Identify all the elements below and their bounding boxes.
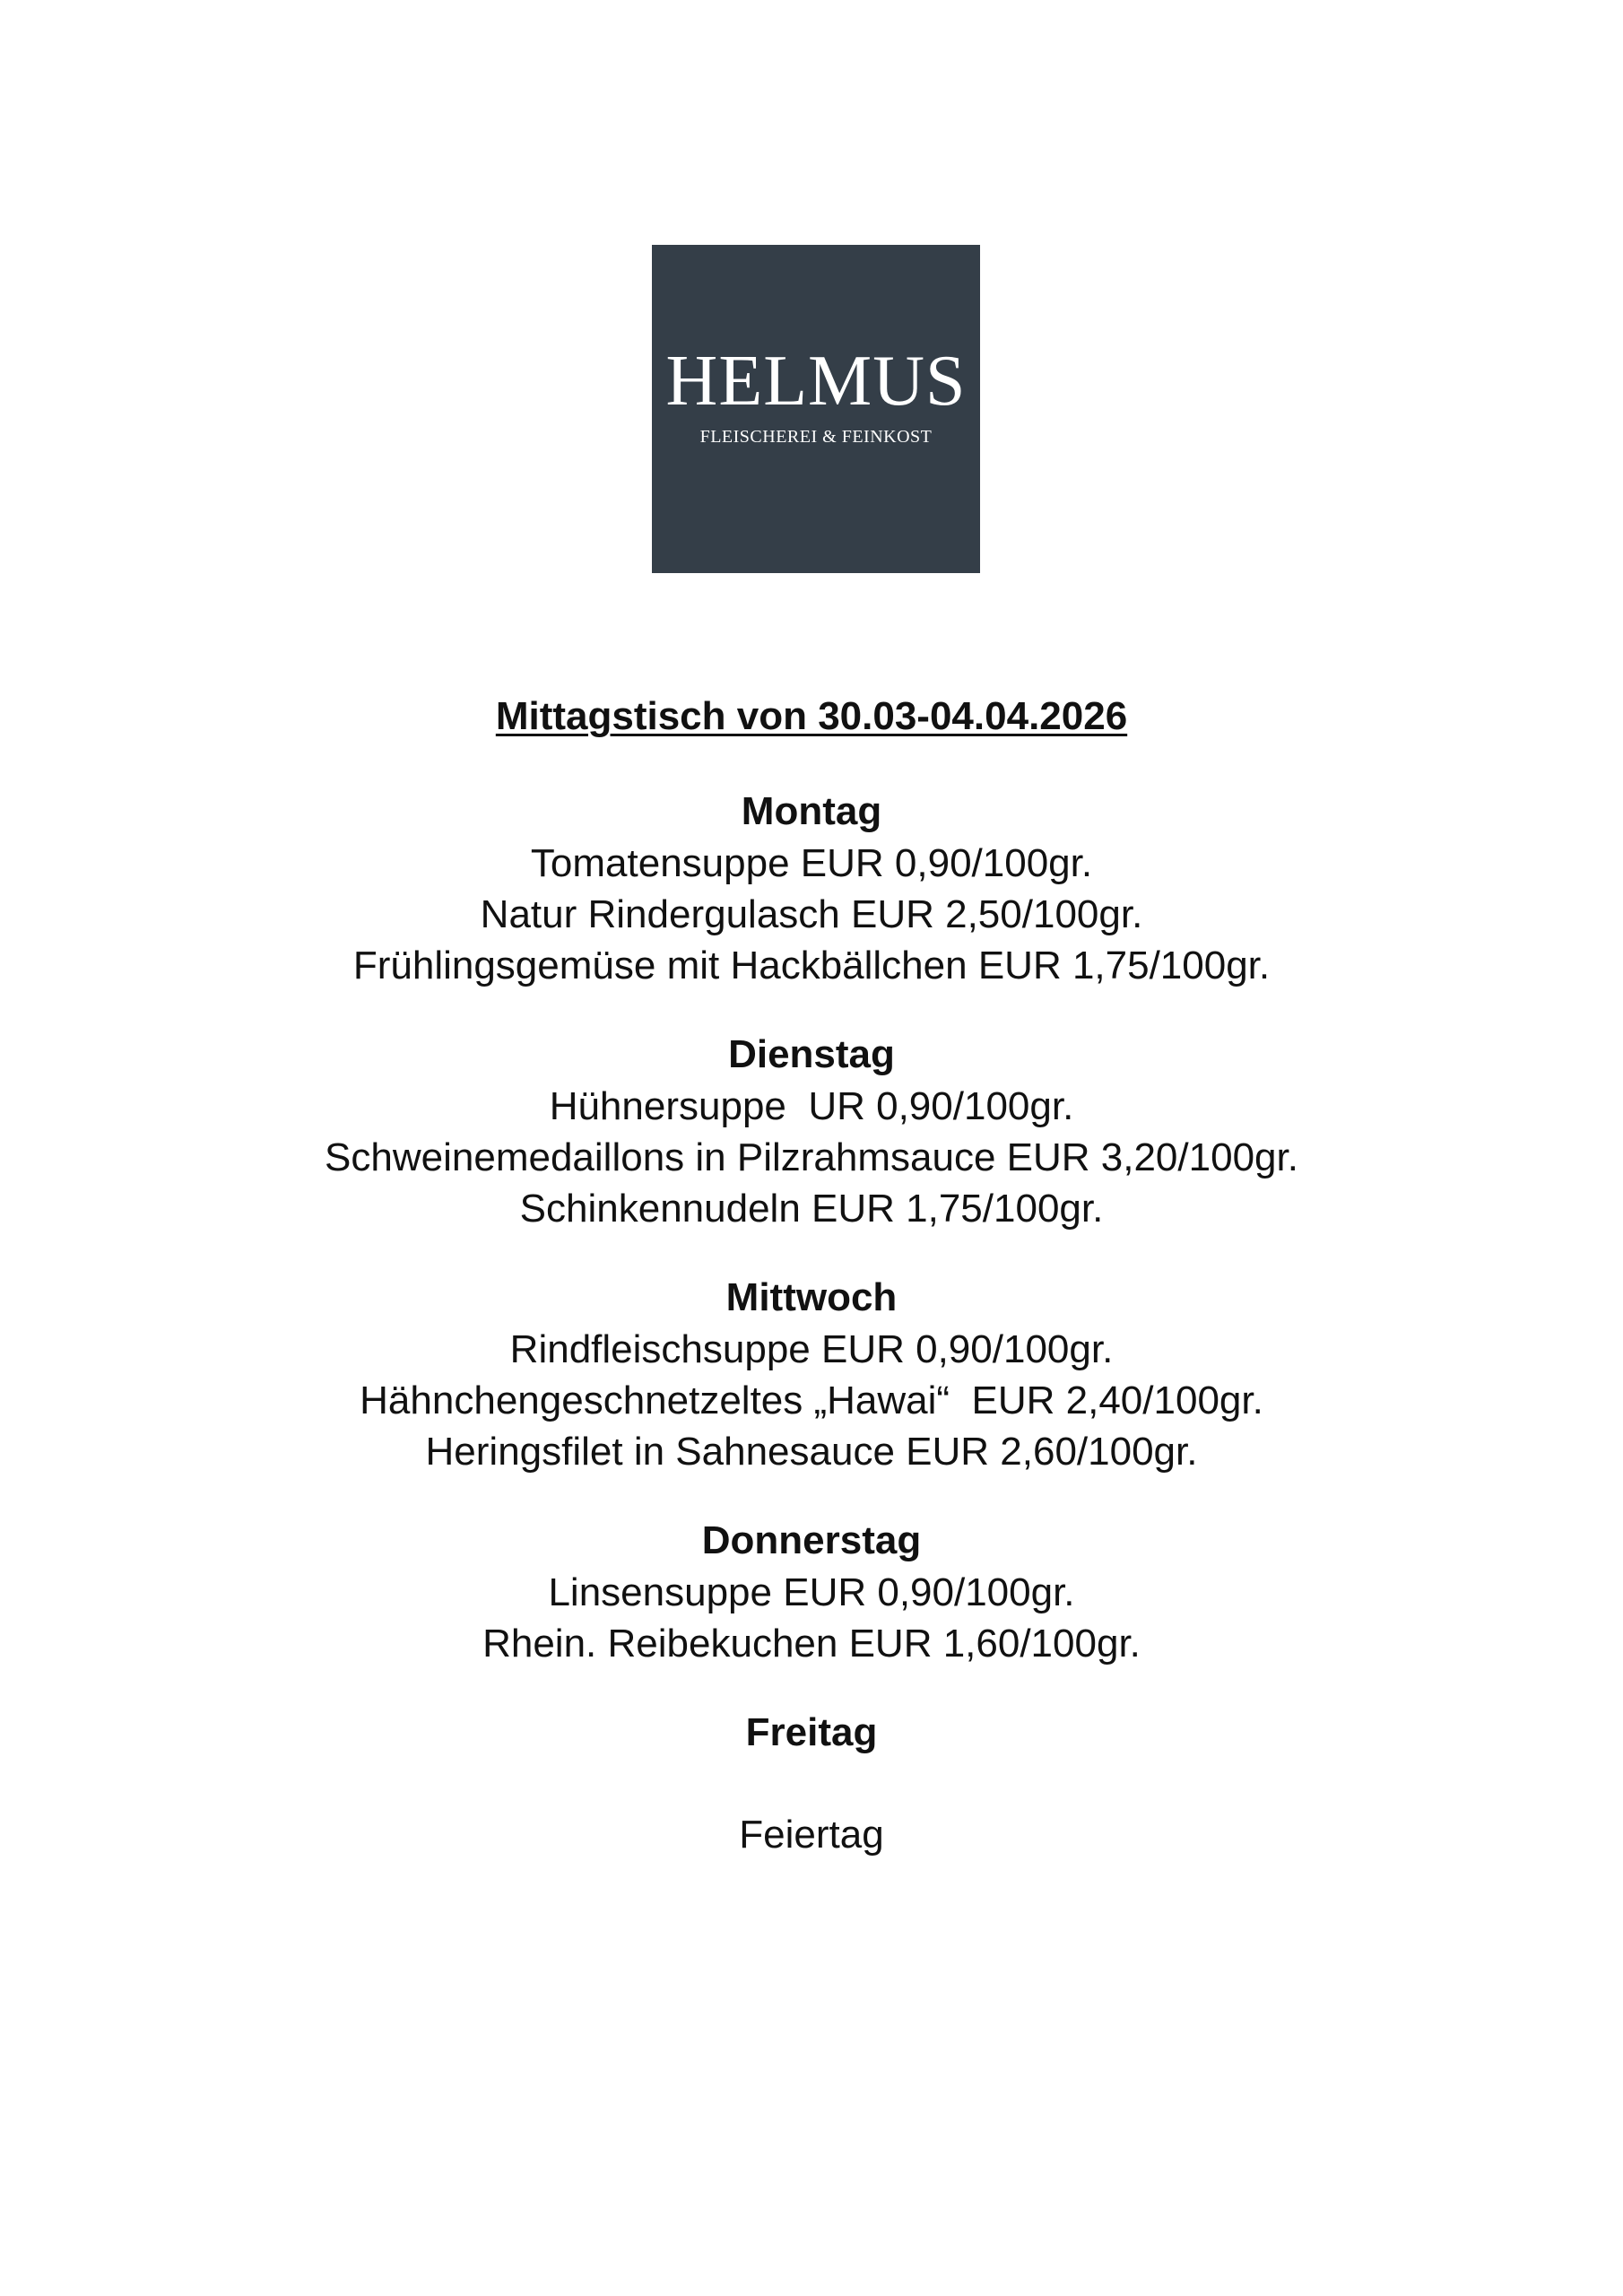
dish-item: Tomatensuppe EUR 0,90/100gr. <box>530 841 1093 885</box>
dish-item: Hähnchengeschnetzeltes „Hawai“ EUR 2,40/100gr. <box>360 1378 1263 1422</box>
dish-item: Hühnersuppe UR 0,90/100gr. <box>549 1084 1074 1128</box>
logo <box>652 245 980 573</box>
day-section-freitag <box>0 1707 1623 1860</box>
dish-item: Frühlingsgemüse mit Hackbällchen EUR 1,75/100gr. <box>352 944 1271 987</box>
day-section-dienstag <box>0 1029 1623 1234</box>
day-name: Mittwoch <box>725 1275 898 1319</box>
dish-item: Natur Rindergulasch EUR 2,50/100gr. <box>480 892 1143 936</box>
day-name: Donnerstag <box>701 1518 922 1562</box>
day-section-mittwoch <box>0 1272 1623 1477</box>
holiday-note: Feiertag <box>739 1813 884 1857</box>
dish-item: Schinkennudeln EUR 1,75/100gr. <box>519 1187 1104 1231</box>
dish-item: Rindfleischsuppe EUR 0,90/100gr. <box>509 1327 1114 1371</box>
day-name: Montag <box>741 789 882 833</box>
lunch-menu <box>0 685 1623 1860</box>
day-section-donnerstag <box>0 1515 1623 1669</box>
dish-item: Heringsfilet in Sahnesauce EUR 2,60/100gr. <box>425 1430 1198 1474</box>
logo-subtitle: FLEISCHEREI & FEINKOST <box>699 427 933 447</box>
day-name: Dienstag <box>728 1032 895 1076</box>
menu-title: Mittagstisch von 30.03-04.04.2026 <box>495 694 1128 738</box>
day-name: Freitag <box>745 1710 878 1754</box>
day-section-montag <box>0 786 1623 991</box>
dish-item: Rhein. Reibekuchen EUR 1,60/100gr. <box>482 1622 1141 1665</box>
dish-item: Linsensuppe EUR 0,90/100gr. <box>548 1570 1075 1614</box>
logo-name: HELMUS <box>665 342 967 421</box>
dish-item: Schweinemedaillons in Pilzrahmsauce EUR 3,20/100gr. <box>325 1135 1298 1179</box>
